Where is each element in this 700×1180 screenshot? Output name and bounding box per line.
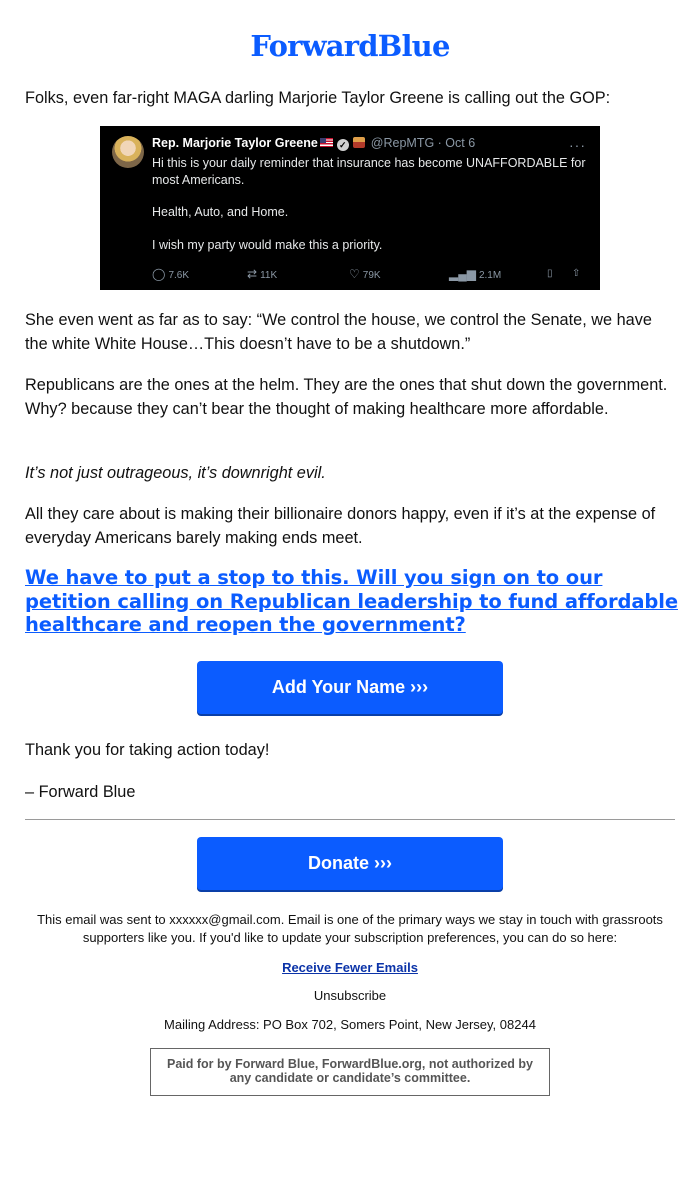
us-flag-icon	[320, 138, 333, 147]
reply-icon: ◯	[152, 267, 166, 281]
petition-link[interactable]: We have to put a stop to this. Will you sign on to our petition calling on Republican leadership to fund affordable healthcare and reopen the government?	[25, 566, 678, 636]
evil-paragraph: It’s not just outrageous, it’s downright evil.	[25, 464, 326, 482]
divider	[25, 819, 675, 820]
government-badge-icon	[353, 137, 365, 148]
donors-paragraph: All they care about is making their billionaire donors happy, even if it’s at the expense of everyday Americans barely making ends meet.	[25, 505, 656, 547]
tweet-line: Hi this is your daily reminder that insurance has become UNAFFORDABLE for most Americans.	[152, 156, 586, 187]
signature-text: – Forward Blue	[25, 783, 136, 801]
avatar	[112, 136, 144, 168]
repost-count: 11K	[260, 270, 278, 281]
tweet-handle-date: @RepMTG · Oct 6	[370, 136, 476, 150]
tweet-actions	[152, 267, 592, 283]
bookmark-icon: ▯	[547, 268, 553, 279]
intro-text: Folks, even far-right MAGA darling Marjorie Taylor Greene is calling out the GOP:	[25, 89, 611, 107]
sent-notice: This email was sent to xxxxxx@gmail.com. Email is one of the primary ways we stay in touch with grassroots supporters like you. If you'd like to update your subscription preferences, you can do so here:	[37, 912, 663, 945]
verified-badge-icon: ✓	[337, 139, 349, 151]
repost-stat	[247, 267, 277, 283]
helm-paragraph: Republicans are the ones at the helm. They are the ones that shut down the government. Why? because they can’t bear the thought of making healthcare more affordable.	[25, 376, 668, 418]
add-your-name-button[interactable]: Add Your Name ›››	[197, 661, 503, 714]
views-count: 2.1M	[478, 270, 502, 281]
mailing-address: Mailing Address: PO Box 702, Somers Point, New Jersey, 08244	[164, 1017, 536, 1032]
receive-fewer-emails-link[interactable]: Receive Fewer Emails	[282, 960, 418, 975]
views-icon: ▂▄▆	[449, 267, 476, 281]
repost-icon: ⇄	[247, 267, 258, 281]
tweet-line: Health, Auto, and Home.	[152, 205, 289, 219]
reply-count: 7.6K	[168, 270, 190, 281]
tweet-body	[152, 155, 592, 253]
paid-for-disclaimer: Paid for by Forward Blue, ForwardBlue.org, not authorized by any candidate or candidate’s committee.	[150, 1048, 550, 1096]
forwardblue-logo[interactable]: ForwardBlue	[250, 29, 450, 63]
views-stat	[449, 267, 501, 283]
tweet-screenshot[interactable]	[100, 126, 600, 290]
thanks-text: Thank you for taking action today!	[25, 741, 270, 759]
tweet-line: I wish my party would make this a priority.	[152, 237, 383, 252]
tweet-author: Rep. Marjorie Taylor Greene	[152, 136, 318, 150]
tweet-header	[152, 135, 475, 151]
unsubscribe-link[interactable]: Unsubscribe	[313, 988, 387, 1003]
like-stat	[349, 267, 381, 283]
quote-paragraph: She even went as far as to say: “We control the house, we control the Senate, we have the white White House…This doesn’t have to be a shutdown.”	[25, 311, 652, 353]
share-icon: ⇧	[572, 268, 581, 279]
like-icon: ♡	[349, 267, 360, 281]
more-options-icon: ···	[569, 137, 586, 153]
donate-button[interactable]: Donate ›››	[197, 837, 503, 890]
like-count: 79K	[362, 270, 381, 281]
reply-stat	[152, 267, 189, 283]
